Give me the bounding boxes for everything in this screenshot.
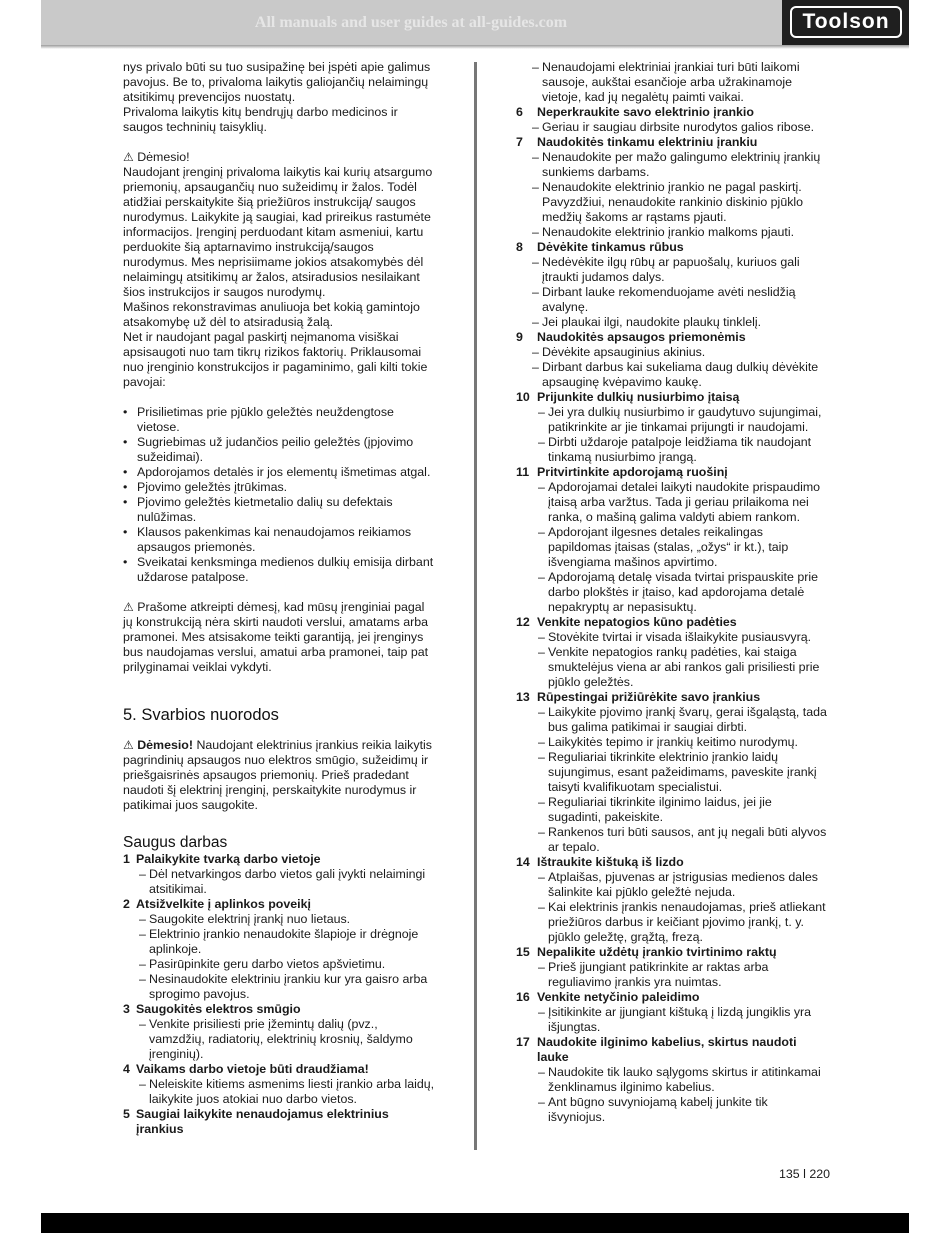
section-attention-text: Naudojant elektrinius įrankius reikia laikytis pagrindinių apsaugos nuo elektros smūgio, sužeidimų ir priešgaisrinės apsaugos priemonių. Prieš pradedant naudoti šį elektrinį įrenginį, perskaitykite nurodymus ir patikimai juos saugokite. — [123, 738, 432, 812]
dash-text: Įsitikinkite ar įjungiant kištuką į lizdą jungiklis yra išjungtas. — [548, 1005, 812, 1034]
item-number: 15 — [516, 945, 530, 959]
hazard-bullet: • Prisilietimas prie pjūklo geležtės neuždengtose vietose. — [123, 405, 435, 435]
dash-text: Prieš įjungiant patikrinkite ar raktas arba reguliavimo įrankis yra nuimtas. — [548, 960, 769, 989]
hazard-text: Pjovimo geležtės įtrūkimas. — [137, 480, 288, 494]
section-attention — [123, 738, 435, 813]
dash-text: Apdorojamai detalei laikyti naudokite prispaudimo įtaisą arba varžtus. Tada ji geriau prilaikoma nei ranka, o mašiną galima valdyti abiem rankom. — [548, 480, 821, 524]
dash-text: Stovėkite tvirtai ir visada išlaikykite pusiausvyrą. — [548, 630, 812, 644]
dash-text: Nenaudokite elektrinio įrankio malkoms pjauti. — [542, 225, 795, 239]
safety-item-point: – Venkite nepatogios rankų padėties, kai staiga smuktelėjus viena ar abi rankos gali prisiliesti prie pjūklo geležtės. — [516, 645, 828, 690]
warning-icon: ⚠ — [123, 738, 134, 752]
dash-text: Apdorojamą detalę visada tvirtai prispauskite prie darbo plokštės ir įtaiso, kad apdorojama detalė nepakryptų ar nepasisuktų. — [548, 570, 818, 614]
hazard-list — [123, 405, 435, 585]
item-title-text: Naudokitės apsaugos priemonėmis — [537, 330, 746, 344]
item-number: 12 — [516, 615, 530, 629]
section-attention-label: Dėmesio! — [137, 738, 193, 752]
hazard-text: Apdorojamos detalės ir jos elementų išmetimas atgal. — [137, 465, 431, 479]
item-title-text: Rūpestingai prižiūrėkite savo įrankius — [537, 690, 761, 704]
dash-text: Nenaudokite per mažo galingumo elektrinių įrankių sunkiems darbams. — [542, 150, 821, 179]
item-number: 4 — [123, 1062, 130, 1076]
safety-item-title — [123, 1002, 435, 1017]
hazard-bullet: • Pjovimo geležtės kietmetalio dalių su defektais nulūžimas. — [123, 495, 435, 525]
hazard-bullet: • Sugriebimas už judančios peilio geležtės (įpjovimo sužeidimai). — [123, 435, 435, 465]
item-title-text: Naudokite ilginimo kabelius, skirtus naudoti lauke — [537, 1035, 797, 1064]
safety-item-point: – Laikykite pjovimo įrankį švarų, gerai išgaląstą, tada bus galima patikimai ir saugiai dirbti. — [538, 705, 827, 734]
hazard-bullet: • Klausos pakenkimas kai nenaudojamos reikiamos apsaugos priemonės. — [123, 525, 435, 555]
safety-item-point: – Naudokite tik lauko sąlygoms skirtus ir atitinkamai ženklinamus ilginimo kabelius. — [516, 1065, 828, 1095]
hazard-bullet: • Sveikatai kenksminga medienos dulkių emisija dirbant uždarose patalpose. — [123, 555, 434, 584]
dash-text: Kai elektrinis įrankis nenaudojamas, prieš atliekant priežiūros darbus ir keičiant pjovimo įrankį, t. y. pjūklo geležtę, grąžtą, frezą. — [548, 900, 826, 944]
safety-item-point: – Atplaišas, pjuvenas ar įstrigusias medienos dales šalinkite kai pjūklo geležtė nejuda. — [516, 870, 828, 900]
item-title-text: Venkite nepatogios kūno padėties — [537, 615, 737, 629]
footer-bar — [41, 1213, 909, 1233]
dash-text: Dirbant lauke rekomenduojame avėti neslidžią avalynę. — [542, 285, 796, 314]
item-title-text: Saugiai laikykite nenaudojamus elektrinius įrankius — [136, 1107, 389, 1136]
item-number: 16 — [516, 990, 530, 1004]
safety-item-title — [516, 990, 828, 1005]
dash-text: Venkite nepatogios rankų padėties, kai staiga smuktelėjus viena ar abi rankos gali prisiliesti prie pjūklo geležtės. — [548, 645, 820, 689]
safety-item-title — [516, 390, 828, 405]
right-column — [516, 60, 828, 1125]
subsection-title: Saugus darbas — [123, 834, 228, 851]
item-number: 5 — [123, 1107, 130, 1121]
safety-item-point: – Elektrinio įrankio nenaudokite šlapioje ir drėgnoje aplinkoje. — [123, 927, 435, 957]
warning-icon: ⚠ — [123, 150, 134, 164]
dash-text: Rankenos turi būti sausos, ant jų negali būti alyvos ar tepalo. — [548, 825, 827, 854]
page-number: 135 l 220 — [779, 1167, 830, 1181]
safety-item-point: – Dėl netvarkingos darbo vietos gali įvykti nelaimingi atsitikimai. — [123, 867, 435, 897]
attention-heading — [123, 150, 435, 165]
header-shadow — [41, 45, 909, 49]
notice-paragraph — [123, 600, 435, 675]
notice-text: Prašome atkreipti dėmesį, kad mūsų įrenginiai pagal jų konstrukciją nėra skirti naudoti verslui, amatams arba pramonei. Mes atsisakome teikti garantiją, jei įrenginys bus naudojamas verslui, amatui arba pramonei, taip pat prilyginamai veiklai vykdyti. — [123, 600, 429, 674]
safety-item-point: – Prieš įjungiant patikrinkite ar raktas arba reguliavimo įrankis yra nuimtas. — [516, 960, 828, 990]
item-number: 17 — [516, 1035, 530, 1049]
safety-item-point: – Įsitikinkite ar įjungiant kištuką į lizdą jungiklis yra išjungtas. — [516, 1005, 828, 1035]
safety-item-point: – Jei plaukai ilgi, naudokite plaukų tinklelį. — [516, 315, 828, 330]
item-title-text: Neperkraukite savo elektrinio įrankio — [537, 105, 754, 119]
brand-logo — [782, 0, 909, 45]
item-title-text: Prijunkite dulkių nusiurbimo įtaisą — [537, 390, 740, 404]
safety-item-title — [123, 1062, 435, 1077]
dash-text: Laikykite pjovimo įrankį švarų, gerai išgaląstą, tada bus galima patikimai ir saugiai dirbti. — [548, 705, 827, 734]
safety-item-title — [516, 135, 828, 150]
item-number: 8 — [516, 240, 523, 254]
dash-text: Naudokite tik lauko sąlygoms skirtus ir atitinkamai ženklinamus ilginimo kabelius. — [548, 1065, 821, 1094]
safety-item-point: – Stovėkite tvirtai ir visada išlaikykite pusiausvyrą. — [516, 630, 828, 645]
dash-text: Nenaudokite elektrinio įrankio ne pagal paskirtį. Pavyzdžiui, nenaudokite rankinio diskinio pjūklo medžių šakoms ar rąstams pjauti. — [542, 180, 804, 224]
safety-item-title — [516, 105, 828, 120]
safety-item-title — [516, 690, 828, 705]
dash-text: Jei yra dulkių nusiurbimo ir gaudytuvo sujungimai, patikrinkite ar jie tinkamai prijungti ir naudojami. — [548, 405, 822, 434]
dash-text: Apdorojant ilgesnes detales reikalingas papildomas įtaisas (stalas, „ožys“ ir kt.), taip išvengiama mašinos apvirtimo. — [548, 525, 789, 569]
hazard-text: Sveikatai kenksminga medienos dulkių emisija dirbant uždarose patalpose. — [137, 555, 434, 584]
item-number: 3 — [123, 1002, 130, 1016]
dash-text: Laikykitės tepimo ir įrankių keitimo nurodymų. — [548, 735, 798, 749]
dash-text: Nenaudojami elektriniai įrankiai turi būti laikomi sausoje, aukštai esančioje arba užrakinamoje vietoje, kad jų negalėtų paimti vaikai. — [542, 60, 800, 104]
safety-item-title — [123, 852, 435, 867]
item-title-text: Naudokitės tinkamu elektriniu įrankiu — [537, 135, 758, 149]
safety-item-point: – Kai elektrinis įrankis nenaudojamas, prieš atliekant priežiūros darbus ir keičiant pjovimo įrankį, t. y. pjūklo geležtę, grąžtą, frezą. — [516, 900, 828, 945]
safety-item-title — [516, 240, 828, 255]
safety-item-point: – Apdorojamai detalei laikyti naudokite prispaudimo įtaisą arba varžtus. Tada ji geriau prilaikoma nei ranka, o mašiną galima valdyti abiem rankom. — [516, 480, 828, 525]
safety-item-point: – Pasirūpinkite geru darbo vietos apšvietimu. — [123, 957, 435, 972]
safety-item-point: – Neleiskite kitiems asmenims liesti įrankio arba laidų, laikykite juos atokiai nuo darbo vietos. — [139, 1077, 435, 1106]
item-number: 11 — [516, 465, 530, 479]
safety-item-point: – Rankenos turi būti sausos, ant jų negali būti alyvos ar tepalo. — [538, 825, 827, 854]
safety-item-point: – Reguliariai tikrinkite elektrinio įrankio laidų sujungimus, esant pažeidimams, paveskite įrankį taisyti kvalifikuotam specialistui. — [516, 750, 828, 795]
safety-item-point: – Nesinaudokite elektriniu įrankiu kur yra gaisro arba sprogimo pavojus. — [123, 972, 435, 1002]
safety-items-left — [123, 852, 435, 1137]
safety-item-point: – Nenaudokite elektrinio įrankio ne pagal paskirtį. Pavyzdžiui, nenaudokite rankinio diskinio pjūklo medžių šakoms ar rąstams pjauti. — [516, 180, 828, 225]
dash-text: Nedėvėkite ilgų rūbų ar papuošalų, kuriuos gali įtraukti judamos dalys. — [542, 255, 800, 284]
hazard-text: Sugriebimas už judančios peilio geležtės (įpjovimo sužeidimai). — [137, 435, 414, 464]
dash-text: Reguliariai tikrinkite ilginimo laidus, jei jie sugadinti, pakeiskite. — [548, 795, 772, 824]
intro-paragraph: Privaloma laikytis kitų bendrųjų darbo medicinos ir saugos techninių taisyklių. — [123, 105, 398, 134]
safety-item-point: – Apdorojamą detalę visada tvirtai prispauskite prie darbo plokštės ir įtaiso, kad apdorojama detalė nepakryptų ar nepasisuktų. — [516, 570, 828, 615]
hazard-text: Pjovimo geležtės kietmetalio dalių su defektais nulūžimas. — [137, 495, 393, 524]
attention-paragraph: Mašinos rekonstravimas anuliuoja bet kokią gamintojo atsakomybę už dėl to atsiradusią žalą. — [123, 300, 420, 329]
left-column — [123, 60, 435, 1137]
item-title-text: Dėvėkite tinkamus rūbus — [537, 240, 684, 254]
hazard-text: Klausos pakenkimas kai nenaudojamos reikiamos apsaugos priemonės. — [137, 525, 412, 554]
dash-text: Dėl netvarkingos darbo vietos gali įvykti nelaimingi atsitikimai. — [149, 867, 426, 896]
item-title-text: Pritvirtinkite apdorojamą ruošinį — [537, 465, 728, 479]
safety-item-point: – Dirbti uždaroje patalpoje leidžiama tik naudojant tinkamą nusiurbimo įrangą. — [516, 435, 828, 465]
dash-text: Elektrinio įrankio nenaudokite šlapioje ir drėgnoje aplinkoje. — [149, 927, 419, 956]
safety-item-point: – Venkite prisiliesti prie įžemintų dalių (pvz., vamzdžių, radiatorių, elektrinių krosnių, šaldymo įrenginių). — [123, 1017, 435, 1062]
safety-item-point: – Dėvėkite apsauginius akinius. — [516, 345, 828, 360]
intro-paragraph: nys privalo būti su tuo susipažinę bei įspėti apie galimus pavojus. Be to, privaloma laikytis galiojančių nelaimingų atsitikimų prevencijos nuostatų. — [123, 60, 431, 104]
hazard-bullet: • Apdorojamos detalės ir jos elementų išmetimas atgal. — [123, 465, 435, 480]
safety-items-right — [516, 105, 828, 1125]
item-number: 13 — [516, 690, 530, 704]
warning-icon: ⚠ — [123, 600, 134, 614]
item-title-text: Saugokitės elektros smūgio — [136, 1002, 301, 1016]
watermark-text: All manuals and user guides at all-guides.com — [254, 14, 568, 31]
dash-text: Neleiskite kitiems asmenims liesti įrankio arba laidų, laikykite juos atokiai nuo darbo vietos. — [149, 1077, 435, 1106]
column-divider — [474, 62, 477, 1150]
item-number: 10 — [516, 390, 530, 404]
dash-text: Jei plaukai ilgi, naudokite plaukų tinklelį. — [542, 315, 762, 329]
dash-text: Atplaišas, pjuvenas ar įstrigusias medienos dales šalinkite kai pjūklo geležtė nejuda. — [548, 870, 818, 899]
attention-paragraph: Naudojant įrenginį privaloma laikytis kai kurių atsargumo priemonių, apsaugančių nuo sužeidimų ir žalos. Todėl atidžiai perskaitykite šią priežiūros instrukciją/ saugos nurodymus. Laikykite ją saugiai, kad prireikus rastumėte informacijos. Įrenginį perduodant kitam asmeniui, kartu perduokite šią aptarnavimo instrukciją/saugos nurodymus. Mes neprisiimame jokios atsakomybės dėl nelaimingų atsitikimų ar žalos, atsiradusios nesilaikant šios instrukcijos ir saugos nurodymų. — [123, 165, 433, 299]
dash-text: Pasirūpinkite geru darbo vietos apšvietimu. — [149, 957, 386, 971]
safety-item-point: – Saugokite elektrinį įrankį nuo lietaus. — [123, 912, 435, 927]
dash-text: Dirbant darbus kai sukeliama daug dulkių dėvėkite apsauginę kvėpavimo kaukę. — [542, 360, 819, 389]
item-number: 9 — [516, 330, 523, 344]
item-number: 2 — [123, 897, 130, 911]
hazard-bullet: • Pjovimo geležtės įtrūkimas. — [123, 480, 435, 495]
safety-item-point: – Apdorojant ilgesnes detales reikalingas papildomas įtaisas (stalas, „ožys“ ir kt.), taip išvengiama mašinos apvirtimo. — [516, 525, 828, 570]
item-title-text: Atsižvelkite į aplinkos poveikį — [136, 897, 311, 911]
section-title: 5. Svarbios nuorodos — [123, 706, 279, 724]
safety-item-point: – Jei yra dulkių nusiurbimo ir gaudytuvo sujungimai, patikrinkite ar jie tinkamai prijungti ir naudojami. — [516, 405, 828, 435]
dash-text: Nesinaudokite elektriniu įrankiu kur yra gaisro arba sprogimo pavojus. — [149, 972, 428, 1001]
safety-item-point: – Reguliariai tikrinkite ilginimo laidus, jei jie sugadinti, pakeiskite. — [516, 795, 828, 825]
item-title-text: Vaikams darbo vietoje būti draudžiama! — [136, 1062, 369, 1076]
safety-item-title — [516, 855, 828, 870]
item-title-text: Nepalikite uždėtų įrankio tvirtinimo raktų — [537, 945, 777, 959]
dash-text: Dirbti uždaroje patalpoje leidžiama tik naudojant tinkamą nusiurbimo įrangą. — [548, 435, 812, 464]
dash-text: Reguliariai tikrinkite elektrinio įrankio laidų sujungimus, esant pažeidimams, paveskite įrankį taisyti kvalifikuotam specialistui. — [548, 750, 817, 794]
item-number: 14 — [516, 855, 530, 869]
item-number: 7 — [516, 135, 523, 149]
dash-text: Geriau ir saugiau dirbsite nurodytos galios ribose. — [542, 120, 815, 134]
brand-name: Toolson — [790, 6, 902, 38]
dash-text: Ant būgno suvyniojamą kabelį junkite tik išvyniojus. — [548, 1095, 768, 1124]
safety-item-title — [516, 945, 828, 960]
safety-item-point: – Ant būgno suvyniojamą kabelį junkite tik išvyniojus. — [516, 1095, 828, 1125]
safety-item-point: – Nedėvėkite ilgų rūbų ar papuošalų, kuriuos gali įtraukti judamos dalys. — [516, 255, 828, 285]
attention-title: Dėmesio! — [137, 150, 190, 164]
safety-item-point: – Laikykitės tepimo ir įrankių keitimo nurodymų. — [516, 735, 828, 750]
item-title-text: Ištraukite kištuką iš lizdo — [537, 855, 684, 869]
hazard-text: Prisilietimas prie pjūklo geležtės neuždengtose vietose. — [137, 405, 394, 434]
safety-item-title — [123, 897, 435, 912]
item-title-text: Palaikykite tvarką darbo vietoje — [136, 852, 321, 866]
safety-item-point: – Dirbant lauke rekomenduojame avėti neslidžią avalynę. — [516, 285, 828, 315]
safety-item-title — [516, 615, 828, 630]
continued-item: – Nenaudojami elektriniai įrankiai turi būti laikomi sausoje, aukštai esančioje arba užrakinamoje vietoje, kad jų negalėtų paimti vaikai. — [516, 60, 828, 105]
item-number: 1 — [123, 852, 130, 866]
safety-item-point: – Dirbant darbus kai sukeliama daug dulkių dėvėkite apsauginę kvėpavimo kaukę. — [516, 360, 828, 390]
dash-text: Saugokite elektrinį įrankį nuo lietaus. — [149, 912, 351, 926]
safety-item-title — [516, 330, 828, 345]
safety-item-point: – Nenaudokite per mažo galingumo elektrinių įrankių sunkiems darbams. — [516, 150, 828, 180]
attention-paragraph: Net ir naudojant pagal paskirtį neįmanoma visiškai apsisaugoti nuo tam tikrų rizikos faktorių. Priklausomai nuo įrenginio konstrukcijos ir pagaminimo, gali kilti tokie pavojai: — [123, 330, 428, 389]
item-number: 6 — [516, 105, 523, 119]
dash-text: Venkite prisiliesti prie įžemintų dalių (pvz., vamzdžių, radiatorių, elektrinių krosnių, šaldymo įrenginių). — [149, 1017, 413, 1061]
dash-text: Dėvėkite apsauginius akinius. — [542, 345, 706, 359]
item-title-text: Venkite netyčinio paleidimo — [537, 990, 700, 1004]
safety-item-title — [516, 465, 828, 480]
safety-item-title — [516, 1035, 828, 1065]
safety-item-point: – Geriau ir saugiau dirbsite nurodytos galios ribose. — [516, 120, 828, 135]
safety-item-point: – Nenaudokite elektrinio įrankio malkoms pjauti. — [516, 225, 828, 240]
safety-item-title — [123, 1107, 435, 1137]
